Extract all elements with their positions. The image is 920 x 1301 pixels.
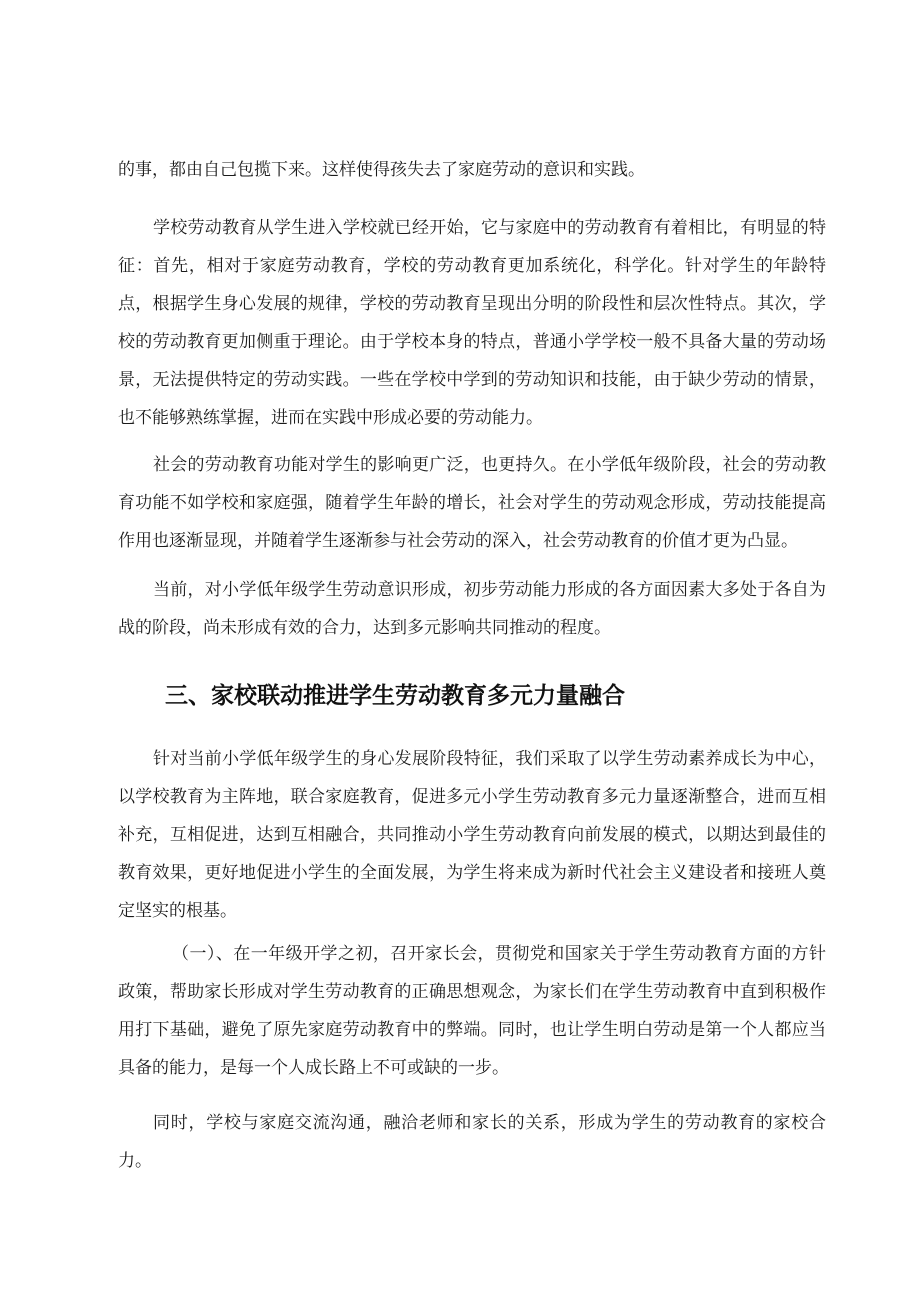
paragraph-continuation: 的事，都由自己包揽下来。这样使得孩失去了家庭劳动的意识和实践。: [118, 160, 645, 180]
paragraph-school-labor-education: 学校劳动教育从学生进入学校就已经开始，它与家庭中的劳动教育有着相比，有明显的特征：首先，相对于家庭劳动教育，学校的劳动教育更加系统化，科学化。针对学生的年龄特点，根据学生身心发展的规律，学校的劳动教育呈现出分明的阶段性和层次性特点。其次，学校的劳动教育更加侧重于理论。由于学校本身的特点，普通小学学校一般不具备大量的劳动场景，无法提供特定的劳动实践。一些在学校中学到的劳动知识和技能，由于缺少劳动的情景，也不能够熟练掌握，进而在实践中形成必要的劳动能力。: [118, 218, 826, 428]
paragraph-current-situation: 当前，对小学低年级学生劳动意识形成，初步劳动能力形成的各方面因素大多处于各自为战的阶段，尚未形成有效的合力，达到多元影响共同推动的程度。: [118, 580, 826, 638]
paragraph-parent-meeting: （一）、在一年级开学之初，召开家长会，贯彻党和国家关于学生劳动教育方面的方针政策，帮助家长形成对学生劳动教育的正确思想观念，为家长们在学生劳动教育中直到积极作用打下基础，避免了原先家庭劳动教育中的弊端。同时，也让学生明白劳动是第一个人都应当具备的能力，是每一个人成长路上不可或缺的一步。: [118, 944, 826, 1078]
paragraph-society-labor-education: 社会的劳动教育功能对学生的影响更广泛，也更持久。在小学低年级阶段，社会的劳动教育功能不如学校和家庭强，随着学生年龄的增长，社会对学生的劳动观念形成，劳动技能提高作用也逐渐显现，并随着学生逐渐参与社会劳动的深入，社会劳动教育的价值才更为凸显。: [118, 455, 826, 551]
section-heading: 三、家校联动推进学生劳动教育多元力量融合: [165, 682, 625, 709]
paragraph-approach: 针对当前小学低年级学生的身心发展阶段特征，我们采取了以学生劳动素养成长为中心，以学校教育为主阵地，联合家庭教育，促进多元小学生劳动教育多元力量逐渐整合，进而互相补充，互相促进，达到互相融合，共同推动小学生劳动教育向前发展的模式，以期达到最佳的教育效果，更好地促进小学生的全面发展，为学生将来成为新时代社会主义建设者和接班人奠定坚实的根基。: [118, 749, 826, 921]
paragraph-home-school-cooperation: 同时，学校与家庭交流沟通，融洽老师和家长的关系，形成为学生的劳动教育的家校合力。: [118, 1113, 826, 1171]
